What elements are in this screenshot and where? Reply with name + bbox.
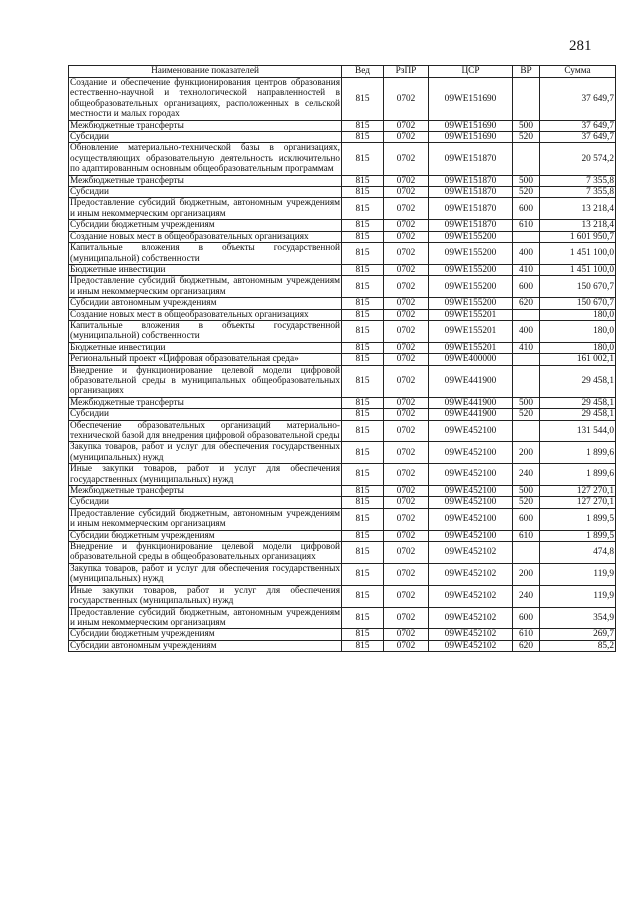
table-row	[69, 354, 616, 365]
cell-rzpr: 0702	[384, 640, 429, 651]
cell-csr: 09WE452102	[429, 629, 513, 640]
table-row	[69, 243, 616, 265]
cell-rzpr: 0702	[384, 132, 429, 143]
cell-name: Субсидии	[69, 497, 342, 508]
cell-ved: 815	[342, 542, 384, 564]
cell-sum: 127 270,1	[540, 497, 616, 508]
cell-rzpr: 0702	[384, 175, 429, 186]
cell-name: Межбюджетные трансферты	[69, 120, 342, 131]
cell-sum: 29 458,1	[540, 397, 616, 408]
cell-csr: 09WE151870	[429, 175, 513, 186]
cell-ved: 815	[342, 629, 384, 640]
cell-rzpr: 0702	[384, 78, 429, 121]
cell-name: Создание и обеспечение функционирования центров образования естественно-научной и технологической направленностей в общеобразовательных организациях, расположенных в сельской местности и малых городах	[70, 78, 340, 120]
table-row	[69, 220, 616, 231]
cell-csr: 09WE155200	[429, 243, 513, 265]
header-ved: Вед	[342, 66, 384, 78]
cell-rzpr: 0702	[384, 365, 429, 397]
header-rzpr: РзПР	[384, 66, 429, 78]
cell-ved: 815	[342, 365, 384, 397]
table-row	[69, 530, 616, 541]
cell-rzpr: 0702	[384, 243, 429, 265]
cell-rzpr: 0702	[384, 442, 429, 464]
cell-csr: 09WE151690	[429, 78, 513, 121]
cell-name: Предоставление субсидий бюджетным, автономным учреждениям и иным некоммерческим организациям	[70, 508, 340, 530]
cell-name: Субсидии	[69, 409, 342, 420]
cell-ved: 815	[342, 143, 384, 175]
cell-vr: 620	[513, 298, 540, 309]
cell-ved: 815	[342, 530, 384, 541]
cell-csr: 09WE151690	[429, 132, 513, 143]
table-row	[69, 464, 616, 486]
cell-vr	[513, 365, 540, 397]
cell-vr: 520	[513, 187, 540, 198]
cell-rzpr: 0702	[384, 464, 429, 486]
table-row	[69, 409, 616, 420]
cell-name: Обеспечение образовательных организаций материально-технической базой для внедрения цифровой образовательной среды	[70, 420, 340, 441]
cell-rzpr: 0702	[384, 198, 429, 220]
cell-name: Субсидии	[69, 187, 342, 198]
table-row	[69, 309, 616, 320]
cell-sum: 37 649,7	[540, 120, 616, 131]
cell-vr: 240	[513, 585, 540, 607]
cell-sum: 7 355,8	[540, 187, 616, 198]
table-row	[69, 264, 616, 275]
cell-vr	[513, 309, 540, 320]
cell-csr: 09WE452100	[429, 497, 513, 508]
cell-rzpr: 0702	[384, 486, 429, 497]
header-csr: ЦСР	[429, 66, 513, 78]
cell-name: Субсидии бюджетным учреждениям	[69, 220, 342, 231]
cell-ved: 815	[342, 309, 384, 320]
cell-ved: 815	[342, 563, 384, 585]
cell-csr: 09WE151690	[429, 120, 513, 131]
cell-name: Межбюджетные трансферты	[69, 175, 342, 186]
cell-name: Субсидии бюджетным учреждениям	[69, 629, 342, 640]
cell-name: Капитальные вложения в объекты государственной (муниципальной) собственности	[70, 320, 340, 342]
cell-csr: 09WE452102	[429, 542, 513, 564]
cell-vr: 500	[513, 175, 540, 186]
cell-sum: 29 458,1	[540, 409, 616, 420]
cell-name: Предоставление субсидий бюджетным, автономным учреждениям и иным некоммерческим организациям	[70, 607, 340, 628]
cell-sum: 1 451 100,0	[540, 264, 616, 275]
header-sum: Сумма	[540, 66, 616, 78]
cell-ved: 815	[342, 420, 384, 442]
cell-sum: 127 270,1	[540, 486, 616, 497]
table-row	[69, 365, 616, 397]
cell-name: Закупка товаров, работ и услуг для обеспечения государственных (муниципальных) нужд	[70, 442, 340, 463]
cell-sum: 37 649,7	[540, 78, 616, 121]
cell-name: Обновление материально-технической базы в организациях, осуществляющих образовательную деятельность исключительно по адаптированным основным общеобразовательным программам	[70, 143, 340, 175]
cell-vr: 500	[513, 486, 540, 497]
cell-vr	[513, 420, 540, 442]
cell-rzpr: 0702	[384, 143, 429, 175]
cell-ved: 815	[342, 497, 384, 508]
cell-sum: 119,9	[540, 563, 616, 585]
table-row	[69, 175, 616, 186]
cell-rzpr: 0702	[384, 187, 429, 198]
table-row	[69, 486, 616, 497]
cell-rzpr: 0702	[384, 563, 429, 585]
table-row	[69, 563, 616, 585]
cell-vr	[513, 354, 540, 365]
cell-vr: 240	[513, 464, 540, 486]
cell-ved: 815	[342, 585, 384, 607]
cell-ved: 815	[342, 298, 384, 309]
cell-rzpr: 0702	[384, 309, 429, 320]
cell-ved: 815	[342, 397, 384, 408]
cell-ved: 815	[342, 187, 384, 198]
cell-sum: 131 544,0	[540, 420, 616, 442]
cell-vr: 600	[513, 198, 540, 220]
cell-sum: 13 218,4	[540, 220, 616, 231]
cell-rzpr: 0702	[384, 231, 429, 242]
cell-ved: 815	[342, 78, 384, 121]
cell-csr: 09WE452100	[429, 486, 513, 497]
cell-csr: 09WE452100	[429, 420, 513, 442]
table-header	[69, 66, 616, 78]
cell-sum: 119,9	[540, 585, 616, 607]
cell-vr: 610	[513, 629, 540, 640]
cell-csr: 09WE441900	[429, 409, 513, 420]
cell-rzpr: 0702	[384, 607, 429, 629]
cell-sum: 20 574,2	[540, 143, 616, 175]
cell-ved: 815	[342, 220, 384, 231]
cell-vr: 520	[513, 497, 540, 508]
cell-ved: 815	[342, 508, 384, 530]
table-row	[69, 607, 616, 629]
cell-csr: 09WE151870	[429, 187, 513, 198]
table-row	[69, 231, 616, 242]
cell-vr: 610	[513, 220, 540, 231]
cell-vr: 620	[513, 640, 540, 651]
cell-csr: 09WE452102	[429, 585, 513, 607]
cell-name: Создание новых мест в общеобразовательных организациях	[69, 231, 342, 242]
cell-sum: 180,0	[540, 342, 616, 353]
cell-sum: 150 670,7	[540, 298, 616, 309]
cell-csr: 09WE155201	[429, 309, 513, 320]
cell-sum: 180,0	[540, 309, 616, 320]
table-row	[69, 276, 616, 298]
cell-rzpr: 0702	[384, 220, 429, 231]
cell-ved: 815	[342, 276, 384, 298]
cell-sum: 37 649,7	[540, 132, 616, 143]
table-row	[69, 342, 616, 353]
cell-vr	[513, 143, 540, 175]
cell-vr: 500	[513, 397, 540, 408]
cell-csr: 09WE452100	[429, 508, 513, 530]
cell-sum: 85,2	[540, 640, 616, 651]
cell-name: Межбюджетные трансферты	[69, 397, 342, 408]
cell-vr: 200	[513, 442, 540, 464]
cell-vr	[513, 78, 540, 121]
cell-csr: 09WE400000	[429, 354, 513, 365]
cell-ved: 815	[342, 342, 384, 353]
cell-rzpr: 0702	[384, 629, 429, 640]
cell-name: Внедрение и функционирование целевой модели цифровой образовательной среды в общеобразовательных организациях	[70, 542, 340, 563]
cell-name: Предоставление субсидий бюджетным, автономным учреждениям и иным некоммерческим организациям	[70, 276, 340, 297]
cell-name: Закупка товаров, работ и услуг для обеспечения государственных (муниципальных) нужд	[70, 563, 340, 585]
cell-name: Субсидии автономным учреждениям	[69, 298, 342, 309]
budget-table	[68, 65, 616, 652]
header-row	[69, 66, 616, 78]
header-vr: ВР	[513, 66, 540, 78]
cell-vr: 500	[513, 120, 540, 131]
cell-name: Предоставление субсидий бюджетным, автономным учреждениям и иным некоммерческим организациям	[70, 198, 340, 219]
cell-csr: 09WE155200	[429, 264, 513, 275]
cell-name: Субсидии бюджетным учреждениям	[69, 530, 342, 541]
cell-csr: 09WE151870	[429, 198, 513, 220]
table-row	[69, 320, 616, 342]
table-row	[69, 78, 616, 121]
cell-name: Межбюджетные трансферты	[69, 486, 342, 497]
cell-rzpr: 0702	[384, 276, 429, 298]
table-row	[69, 497, 616, 508]
cell-sum: 7 355,8	[540, 175, 616, 186]
table-row	[69, 420, 616, 442]
cell-ved: 815	[342, 132, 384, 143]
table-row	[69, 397, 616, 408]
cell-csr: 09WE452102	[429, 563, 513, 585]
cell-name: Капитальные вложения в объекты государственной (муниципальной) собственности	[70, 243, 340, 264]
cell-sum: 1 899,5	[540, 508, 616, 530]
cell-vr: 400	[513, 320, 540, 342]
table-row	[69, 298, 616, 309]
header-name: Наименование показателей	[69, 66, 342, 78]
cell-sum: 161 002,1	[540, 354, 616, 365]
table-row	[69, 187, 616, 198]
cell-ved: 815	[342, 175, 384, 186]
cell-sum: 1 899,6	[540, 442, 616, 464]
cell-rzpr: 0702	[384, 585, 429, 607]
cell-vr: 600	[513, 607, 540, 629]
cell-ved: 815	[342, 120, 384, 131]
cell-csr: 09WE452100	[429, 442, 513, 464]
cell-rzpr: 0702	[384, 320, 429, 342]
cell-name: Внедрение и функционирование целевой модели цифровой образовательной среды в муниципальных общеобразовательных организациях	[70, 365, 340, 397]
cell-ved: 815	[342, 640, 384, 651]
cell-vr: 600	[513, 508, 540, 530]
cell-sum: 1 451 100,0	[540, 243, 616, 265]
cell-csr: 09WE155201	[429, 342, 513, 353]
cell-rzpr: 0702	[384, 409, 429, 420]
cell-ved: 815	[342, 409, 384, 420]
cell-vr: 600	[513, 276, 540, 298]
cell-sum: 354,9	[540, 607, 616, 629]
cell-sum: 13 218,4	[540, 198, 616, 220]
cell-sum: 1 601 950,7	[540, 231, 616, 242]
cell-csr: 09WE441900	[429, 397, 513, 408]
cell-ved: 815	[342, 264, 384, 275]
cell-sum: 269,7	[540, 629, 616, 640]
table-row	[69, 132, 616, 143]
cell-sum: 180,0	[540, 320, 616, 342]
cell-ved: 815	[342, 243, 384, 265]
cell-name: Субсидии автономным учреждениям	[69, 640, 342, 651]
cell-name: Иные закупки товаров, работ и услуг для обеспечения государственных (муниципальных) нужд	[70, 585, 340, 607]
cell-name: Создание новых мест в общеобразовательных организациях	[69, 309, 342, 320]
table-row	[69, 198, 616, 220]
page-number: 281	[569, 38, 592, 54]
cell-ved: 815	[342, 486, 384, 497]
cell-sum: 474,8	[540, 542, 616, 564]
cell-csr: 09WE452100	[429, 530, 513, 541]
cell-ved: 815	[342, 464, 384, 486]
cell-csr: 09WE452102	[429, 640, 513, 651]
cell-rzpr: 0702	[384, 342, 429, 353]
table-row	[69, 629, 616, 640]
cell-name: Региональный проект «Цифровая образовательная среда»	[69, 354, 342, 365]
table-row	[69, 542, 616, 564]
cell-ved: 815	[342, 354, 384, 365]
cell-ved: 815	[342, 607, 384, 629]
cell-csr: 09WE155200	[429, 276, 513, 298]
cell-ved: 815	[342, 198, 384, 220]
cell-rzpr: 0702	[384, 354, 429, 365]
table-row	[69, 585, 616, 607]
cell-sum: 1 899,6	[540, 464, 616, 486]
cell-rzpr: 0702	[384, 497, 429, 508]
cell-vr: 410	[513, 264, 540, 275]
cell-rzpr: 0702	[384, 530, 429, 541]
cell-csr: 09WE452100	[429, 464, 513, 486]
cell-name: Бюджетные инвестиции	[69, 264, 342, 275]
cell-vr: 520	[513, 409, 540, 420]
cell-rzpr: 0702	[384, 298, 429, 309]
cell-rzpr: 0702	[384, 420, 429, 442]
cell-vr: 410	[513, 342, 540, 353]
cell-ved: 815	[342, 442, 384, 464]
cell-rzpr: 0702	[384, 120, 429, 131]
cell-csr: 09WE441900	[429, 365, 513, 397]
cell-csr: 09WE155200	[429, 298, 513, 309]
cell-csr: 09WE452102	[429, 607, 513, 629]
cell-rzpr: 0702	[384, 508, 429, 530]
table-row	[69, 120, 616, 131]
cell-rzpr: 0702	[384, 542, 429, 564]
cell-csr: 09WE155200	[429, 231, 513, 242]
cell-sum: 150 670,7	[540, 276, 616, 298]
cell-sum: 29 458,1	[540, 365, 616, 397]
cell-csr: 09WE151870	[429, 220, 513, 231]
cell-csr: 09WE155201	[429, 320, 513, 342]
table-row	[69, 442, 616, 464]
cell-name: Бюджетные инвестиции	[69, 342, 342, 353]
cell-vr: 520	[513, 132, 540, 143]
cell-name: Иные закупки товаров, работ и услуг для обеспечения государственных (муниципальных) нужд	[70, 464, 340, 485]
cell-vr	[513, 231, 540, 242]
table-row	[69, 508, 616, 530]
cell-vr	[513, 542, 540, 564]
cell-rzpr: 0702	[384, 264, 429, 275]
cell-csr: 09WE151870	[429, 143, 513, 175]
cell-ved: 815	[342, 320, 384, 342]
cell-ved: 815	[342, 231, 384, 242]
cell-rzpr: 0702	[384, 397, 429, 408]
table-row	[69, 143, 616, 175]
table-body	[69, 78, 616, 652]
cell-vr: 400	[513, 243, 540, 265]
cell-vr: 610	[513, 530, 540, 541]
table-row	[69, 640, 616, 651]
cell-sum: 1 899,5	[540, 530, 616, 541]
cell-name: Субсидии	[69, 132, 342, 143]
cell-vr: 200	[513, 563, 540, 585]
